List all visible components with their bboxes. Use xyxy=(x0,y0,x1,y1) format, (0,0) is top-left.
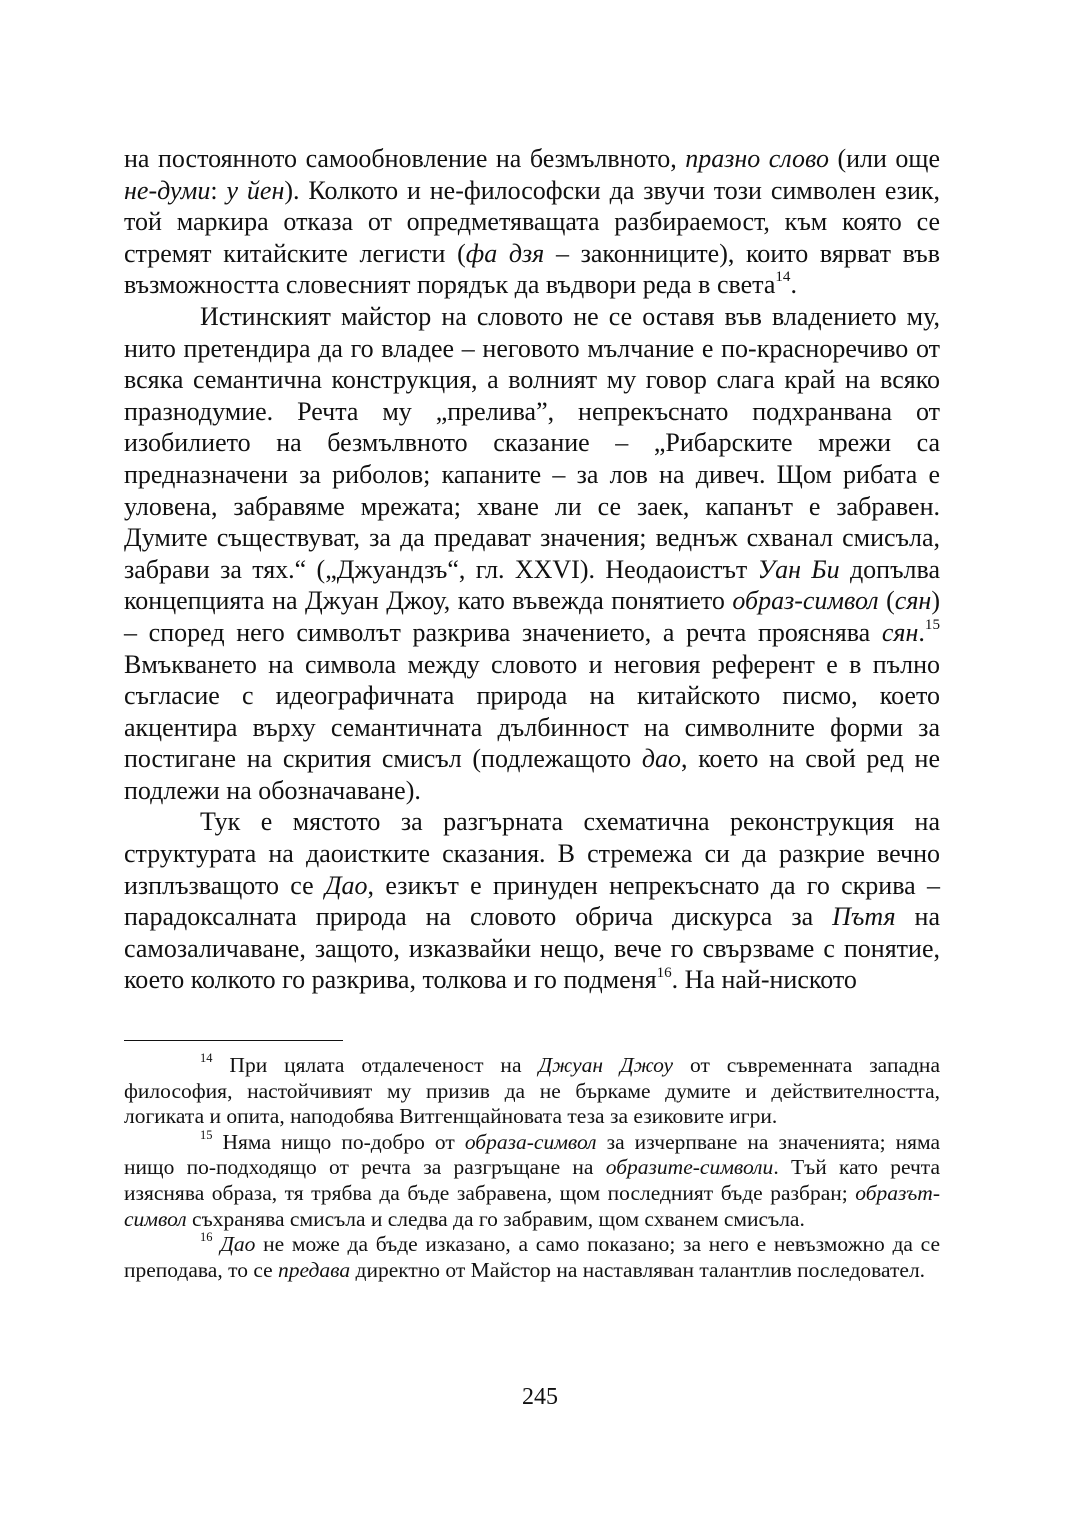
italic-term: не-думи xyxy=(124,175,211,205)
text-run: допълва концепцията на Джуан Джоу, като въвежда понятието xyxy=(124,554,940,616)
text-run: ( xyxy=(878,586,895,616)
footnote-ref-16[interactable]: 16 xyxy=(656,964,672,981)
footnote-separator xyxy=(124,1040,343,1041)
footnote-14 xyxy=(124,1050,940,1130)
footnote-number: 14 xyxy=(200,1050,213,1065)
text-run: : xyxy=(210,175,227,205)
text-run: Вмъкването на символа между словото и неговия референт е в пълно съгласие с идеографичната природа на китайското писмо, което акцентира върху семантичната дълбинност на символните форми за постигане на скрития смисъл (подлежащото xyxy=(124,649,940,774)
text-run: не може да бъде изказано, а само показано; за него е невъзможно да се преподава, то се xyxy=(124,1232,940,1282)
italic-term: предава xyxy=(278,1257,351,1282)
italic-term: образа-символ xyxy=(464,1129,597,1154)
footnote-number: 16 xyxy=(200,1230,213,1245)
text-run: Истинският майстор на словото не се оставя във владението му, нито претендира да го владее – неговото мълчание е по-красноречиво от всяка семантична конструкция, а волният му говор слага край на всяко празнодумие. Речта му „прелива”, непрекъснато подхранвана от изобилието на безмълвното сказание – „Рибарските мрежи са предназначени за риболов; капаните – за лов на дивеч. Щом рибата е уловена, забравяме мрежата; хване ли се заек, капанът е забравен. Думите съществуват, за да предават значения; веднъж схванал смисъла, забрави за тях.“ („Джуандзъ“, гл. XXVI). Неодаоистът xyxy=(124,301,940,584)
italic-term: фа дзя xyxy=(465,238,545,268)
italic-term: празно слово xyxy=(685,144,829,173)
paragraph-1 xyxy=(124,143,940,301)
italic-term: образите-символи xyxy=(605,1155,774,1180)
text-run: съхранява смисъла и следва да го забравим, щом схванем смисъла. xyxy=(186,1206,805,1231)
page-number: 245 xyxy=(522,1384,558,1410)
italic-term: сян xyxy=(894,586,932,616)
text-run: на постоянното самообновление на безмълвното, xyxy=(124,144,686,173)
footnote-ref-15[interactable]: 15 xyxy=(924,617,940,633)
text-run: – законниците), които вярват във възможността словесният порядък да въдвори реда в света xyxy=(124,238,941,300)
text-run: ) – според него символът разкрива значението, а речта прояснява xyxy=(124,586,940,647)
italic-term: образът-символ xyxy=(124,1180,940,1231)
italic-term: у йен xyxy=(226,175,285,205)
italic-term: Дао xyxy=(220,1232,256,1257)
paragraph-2 xyxy=(124,301,940,807)
text-run: от съвременната западна философия, настойчивият му призив да не бъркаме думите и действителността, логиката и опита, наподобява Витгенщайновата теза за езиковите игри. xyxy=(124,1053,940,1129)
italic-term: образ-символ xyxy=(732,586,879,616)
footnote-16 xyxy=(124,1232,940,1283)
text-run: При цялата отдалеченост на xyxy=(212,1053,539,1077)
text-run: за изчерпване на значенията; няма нищо по-подходящо от речта за разгръщане на xyxy=(124,1129,941,1180)
footnotes xyxy=(124,1050,941,1283)
text-run: , което на свой ред не подлежи на обозначаване). xyxy=(124,744,940,805)
text-run: директно от Майстор на наставляван талантлив последовател. xyxy=(350,1257,926,1282)
italic-term: Дао xyxy=(324,870,368,900)
text-run: . xyxy=(790,270,797,300)
footnote-number: 15 xyxy=(200,1127,213,1142)
page-content xyxy=(124,143,940,996)
italic-term: сян xyxy=(881,617,919,647)
footnote-ref-14[interactable]: 14 xyxy=(775,269,791,286)
text-run: , езикът е принуден непрекъснато да го скрива – парадоксалната природа на словото обрича дискурса за xyxy=(124,870,940,932)
italic-term: дао xyxy=(641,744,682,774)
text-run: Няма нищо по-добро от xyxy=(212,1129,465,1154)
paragraph-3 xyxy=(124,806,940,996)
text-run: на самозаличаване, защото, изказвайки нещо, вече го свързваме с понятие, което колкото го разкрива, толкова и го подменя xyxy=(124,902,940,995)
main-text xyxy=(124,143,940,996)
footnote-15 xyxy=(124,1127,941,1232)
text-run: . xyxy=(918,617,925,647)
italic-term: Уан Би xyxy=(757,554,840,584)
italic-term: Пътя xyxy=(832,902,896,932)
text-run: . Тъй като речта изяснява образа, тя трябва да бъде забравена, щом последният бъде разбран; xyxy=(124,1155,940,1205)
italic-term: Джуан Джоу xyxy=(538,1053,674,1077)
text-run: Тук е мястото за разгърната схематична реконструкция на структурата на даоистките сказания. В стремежа си да разкрие вечно изплъзващото се xyxy=(124,807,940,900)
text-run: . На най-ниското xyxy=(671,965,857,995)
text-run: (или още xyxy=(828,144,940,173)
text-run: ). Колкото и не-философски да звучи този символен език, той маркира отказа от опредметяващата разбираемост, към която се стремят китайските легисти ( xyxy=(124,175,940,268)
